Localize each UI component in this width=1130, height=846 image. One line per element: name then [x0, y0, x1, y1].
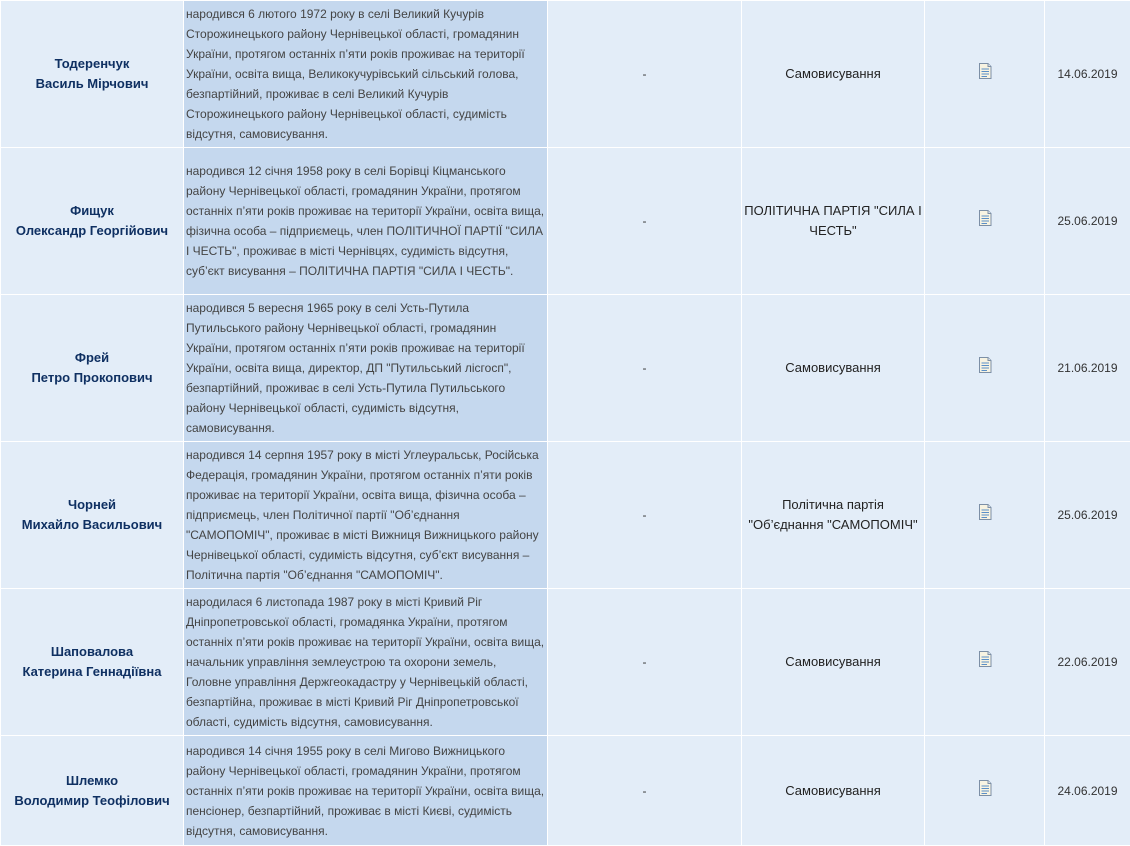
empty-value-cell: - — [548, 148, 742, 295]
candidate-name-cell — [1, 589, 184, 736]
document-cell — [925, 442, 1045, 589]
candidates-table-body — [1, 1, 1130, 846]
candidate-surname: Чорней — [3, 495, 181, 515]
submission-date: 25.06.2019 — [1045, 148, 1130, 295]
table-row — [1, 736, 1130, 846]
nomination-subject: Самовисування — [742, 736, 925, 846]
nomination-subject: Самовисування — [742, 1, 925, 148]
document-icon[interactable] — [977, 650, 993, 674]
candidate-bio: народився 6 лютого 1972 року в селі Великий Кучурів Сторожинецького району Чернівецької області, громадянин України, протягом останніх п’яти років проживає на території України, освіта вища, Великокучурівський сільський голова, безпартійний, проживає в селі Великий Кучурів Сторожинецького району Чернівецької області, судимість відсутня, самовисування. — [184, 1, 548, 148]
table-row — [1, 442, 1130, 589]
document-cell — [925, 736, 1045, 846]
submission-date: 22.06.2019 — [1045, 589, 1130, 736]
candidate-bio: народилася 6 листопада 1987 року в місті Кривий Ріг Дніпропетровської області, громадянка України, протягом останніх п’яти років проживає на території України, освіта вища, начальник управління землеустрою та охорони земель, Головне управління Держгеокадастру у Чернівецькій області, безпартійна, проживає в місті Кривий Ріг Дніпропетровської області, судимість відсутня, самовисування. — [184, 589, 548, 736]
nomination-subject: Самовисування — [742, 295, 925, 442]
candidate-surname: Фищук — [3, 201, 181, 221]
document-cell — [925, 148, 1045, 295]
document-cell — [925, 295, 1045, 442]
nomination-subject: Самовисування — [742, 589, 925, 736]
candidate-surname: Фрей — [3, 348, 181, 368]
document-icon[interactable] — [977, 356, 993, 380]
table-row — [1, 589, 1130, 736]
candidate-bio: народився 5 вересня 1965 року в селі Усть-Путила Путильського району Чернівецької області, громадянин України, протягом останніх п’яти років проживає на території України, освіта вища, директор, ДП "Путильський лісгосп", безпартійний, проживає в селі Усть-Путила Путильського району Чернівецької області, судимість відсутня, самовисування. — [184, 295, 548, 442]
submission-date: 21.06.2019 — [1045, 295, 1130, 442]
table-row — [1, 148, 1130, 295]
empty-value-cell: - — [548, 736, 742, 846]
candidate-surname: Шаповалова — [3, 642, 181, 662]
nomination-subject: Політична партія "Об’єднання "САМОПОМІЧ" — [742, 442, 925, 589]
empty-value-cell: - — [548, 295, 742, 442]
candidate-given-names: Петро Прокопович — [3, 368, 181, 388]
empty-value-cell: - — [548, 442, 742, 589]
nomination-subject: ПОЛІТИЧНА ПАРТІЯ "СИЛА І ЧЕСТЬ" — [742, 148, 925, 295]
candidate-name-cell — [1, 736, 184, 846]
candidate-surname: Шлемко — [3, 771, 181, 791]
document-icon[interactable] — [977, 503, 993, 527]
table-row — [1, 295, 1130, 442]
candidate-name-cell — [1, 442, 184, 589]
candidate-name-cell — [1, 1, 184, 148]
candidate-bio: народився 12 січня 1958 року в селі Борівці Кіцманського району Чернівецької області, громадянин України, протягом останніх п’яти років проживає на території України, освіта вища, фізична особа – підприємець, член ПОЛІТИЧНОЇ ПАРТІЇ "СИЛА І ЧЕСТЬ", проживає в місті Чернівцях, судимість відсутня, суб’єкт висування – ПОЛІТИЧНА ПАРТІЯ "СИЛА І ЧЕСТЬ". — [184, 148, 548, 295]
candidate-name-cell — [1, 295, 184, 442]
document-cell — [925, 1, 1045, 148]
document-icon[interactable] — [977, 209, 993, 233]
document-icon[interactable] — [977, 62, 993, 86]
candidate-given-names: Катерина Геннадіївна — [3, 662, 181, 682]
empty-value-cell: - — [548, 1, 742, 148]
document-icon[interactable] — [977, 779, 993, 803]
empty-value-cell: - — [548, 589, 742, 736]
submission-date: 25.06.2019 — [1045, 442, 1130, 589]
candidate-given-names: Олександр Георгійович — [3, 221, 181, 241]
candidate-bio: народився 14 січня 1955 року в селі Мигово Вижницького району Чернівецької області, громадянин України, протягом останніх п’яти років проживає на території України, освіта вища, пенсіонер, безпартійний, проживає в місті Києві, судимість відсутня, самовисування. — [184, 736, 548, 846]
candidate-given-names: Василь Мірчович — [3, 74, 181, 94]
candidate-given-names: Володимир Теофілович — [3, 791, 181, 811]
table-row — [1, 1, 1130, 148]
candidate-name-cell — [1, 148, 184, 295]
candidate-given-names: Михайло Васильович — [3, 515, 181, 535]
document-cell — [925, 589, 1045, 736]
submission-date: 24.06.2019 — [1045, 736, 1130, 846]
candidate-surname: Тодеренчук — [3, 54, 181, 74]
candidate-bio: народився 14 серпня 1957 року в місті Углеуральськ, Російська Федерація, громадянин України, протягом останніх п’яти років проживає на території України, освіта вища, фізична особа – підприємець, член Політичної партії "Об’єднання "САМОПОМІЧ", проживає в місті Вижниця Вижницького району Чернівецької області, судимість відсутня, суб’єкт висування – Політична партія "Об’єднання "САМОПОМІЧ". — [184, 442, 548, 589]
submission-date: 14.06.2019 — [1045, 1, 1130, 148]
